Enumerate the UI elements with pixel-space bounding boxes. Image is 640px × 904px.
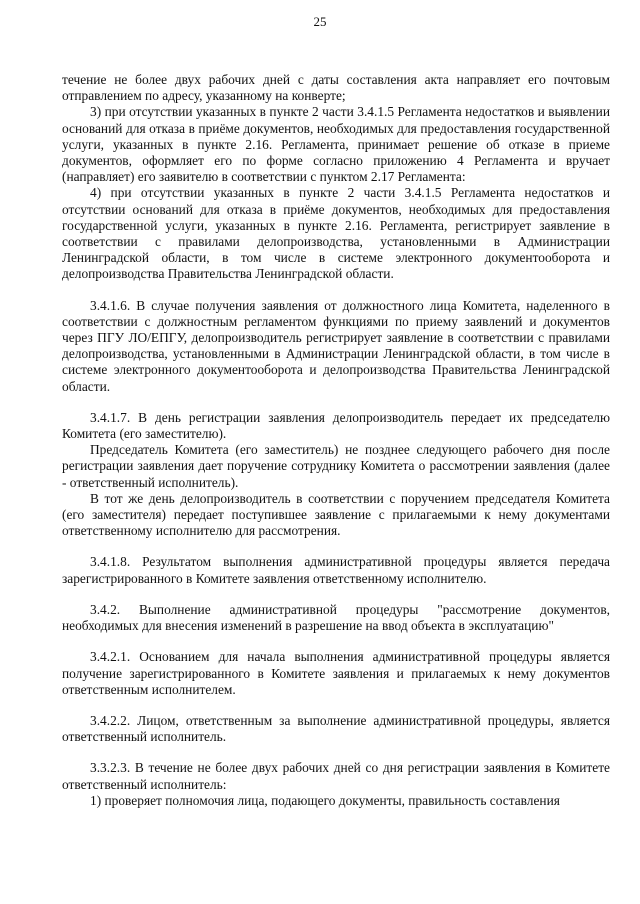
paragraph: 3.3.2.3. В течение не более двух рабочих дней со дня регистрации заявления в Комитете ответственный исполнитель:: [62, 760, 610, 792]
paragraph: 3.4.1.6. В случае получения заявления от должностного лица Комитета, наделенного в соответствии с должностным регламентом функциями по приему заявлений и документов через ПГУ ЛО/ЕПГУ, делопроизводитель регистрирует заявление в соответствии с правилами делопроизводства, установленными в Администрации Ленинградской области, в том числе в системе электронного документооборота и делопроизводства Правительства Ленинградской области.: [62, 297, 610, 394]
paragraph: 1) проверяет полномочия лица, подающего документы, правильность составления: [90, 792, 560, 808]
paragraph: 4) при отсутствии указанных в пункте 2 части 3.4.1.5 Регламента недостатков и отсутствии оснований для отказа в приёме документов, необходимых для предоставления государственной услуги, указанных в пункте 2.16. Регламента, регистрирует заявление в соответствии с правилами делопроизводства, установленными в Администрации Ленинградской области, в том числе в системе электронного документооборота и делопроизводства Правительства Ленинградской области.: [62, 185, 610, 282]
paragraph: течение не более двух рабочих дней с даты составления акта направляет его почтовым отправлением по адресу, указанному на конверте;: [62, 72, 610, 104]
paragraph: Председатель Комитета (его заместитель) не позднее следующего рабочего дня после регистрации заявления дает поручение сотруднику Комитета о рассмотрении заявления (далее - ответственный исполнитель).: [62, 442, 610, 490]
paragraph: 3.4.2.1. Основанием для начала выполнения административной процедуры является получение зарегистрированного в Комитете заявления и прилагаемых к нему документов ответственным исполнителем.: [62, 649, 610, 697]
page-number: 25: [313, 14, 327, 29]
paragraph: 3.4.2.2. Лицом, ответственным за выполнение административной процедуры, является ответственный исполнитель.: [62, 712, 610, 745]
paragraph: В тот же день делопроизводитель в соответствии с поручением председателя Комитета (его заместителя) передает поступившее заявление с прилагаемыми к нему документами ответственному исполнителю для рассмотрения.: [62, 490, 610, 539]
paragraph: 3.4.1.8. Результатом выполнения административной процедуры является передача зарегистрированного в Комитете заявления ответственному исполнителю.: [62, 554, 610, 586]
paragraph: 3.4.1.7. В день регистрации заявления делопроизводитель передает их председателю Комитета (его заместителю).: [62, 409, 610, 442]
document-body: [62, 72, 610, 809]
paragraph: 3.4.2. Выполнение административной процедуры "рассмотрение документов, необходимых для внесения изменений в разрешение на ввод объекта в эксплуатацию": [62, 601, 610, 634]
paragraph: 3) при отсутствии указанных в пункте 2 части 3.4.1.5 Регламента недостатков и выявлении оснований для отказа в приёме документов, необходимых для предоставления государственной услуги, указанных в пункте 2.16. Регламента, принимает решение об отказе в приеме документов, оформляет его по форме согласно приложению 4 Регламента и вручает (направляет) его заявителю в соответствии с пунктом 2.17 Регламента:: [62, 104, 610, 185]
